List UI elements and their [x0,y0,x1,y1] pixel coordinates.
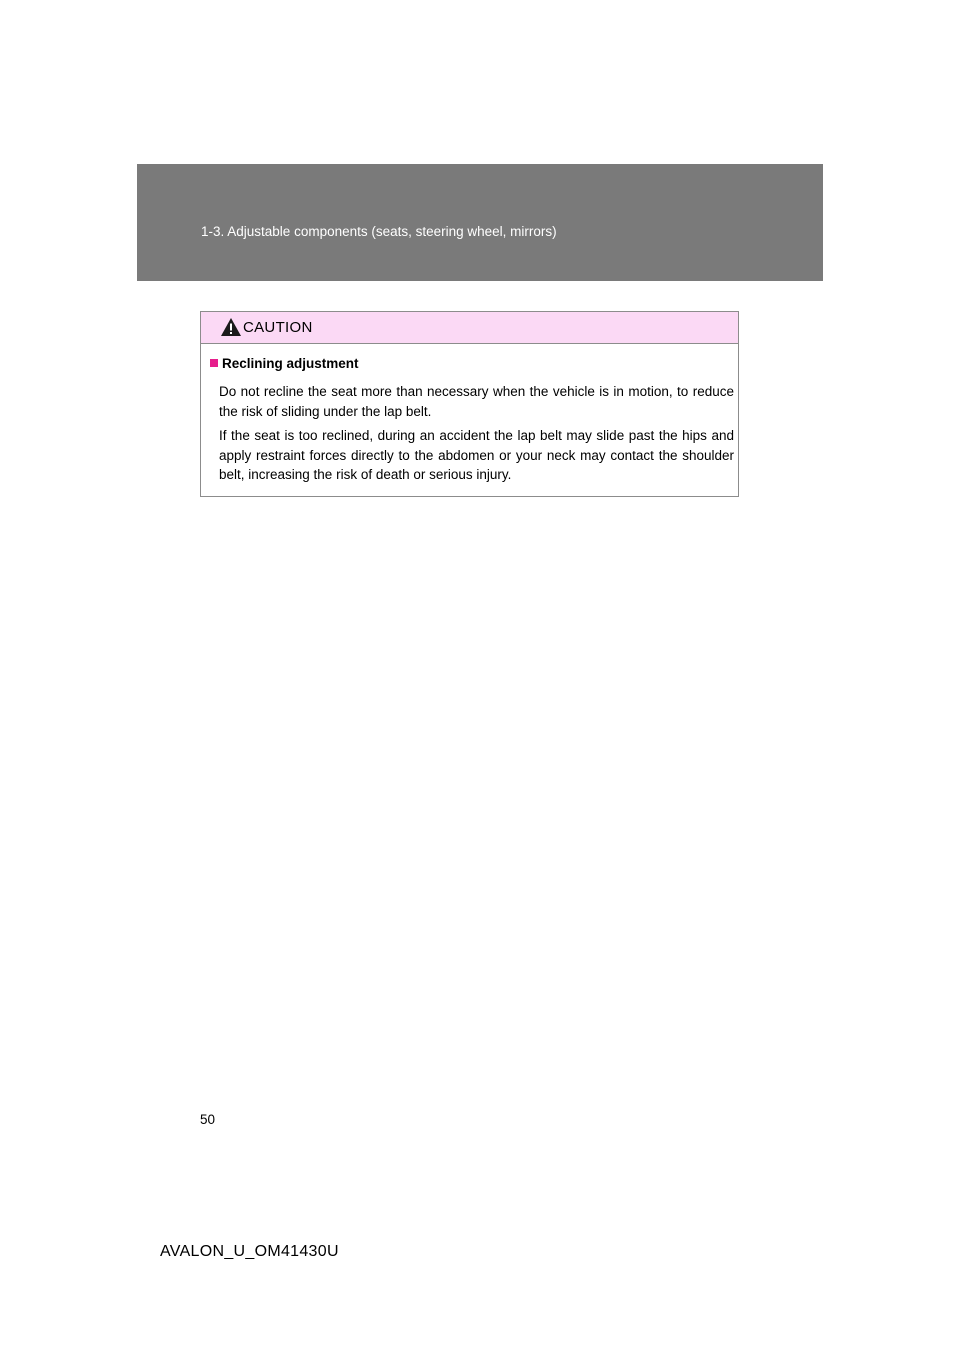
page-number: 50 [200,1112,216,1127]
caution-header [201,312,738,344]
warning-triangle-icon [220,317,242,337]
item-heading-text: Reclining adjustment [222,356,359,371]
square-bullet-icon [210,359,218,367]
section-title: 1-3. Adjustable components (seats, steering wheel, mirrors) [201,224,557,239]
document-code: AVALON_U_OM41430U [160,1243,339,1260]
caution-paragraph: Do not recline the seat more than necessary when the vehicle is in motion, to reduce the risk of sliding under the lap belt. [219,384,734,419]
caution-paragraph: If the seat is too reclined, during an accident the lap belt may slide past the hips and apply restraint forces directly to the abdomen or your neck may contact the shoulder belt, increasing the risk of death or serious injury. [219,428,734,482]
caution-box [200,311,739,497]
caution-label: CAUTION [243,319,313,336]
section-header-band [137,164,823,281]
item-heading [210,356,359,371]
